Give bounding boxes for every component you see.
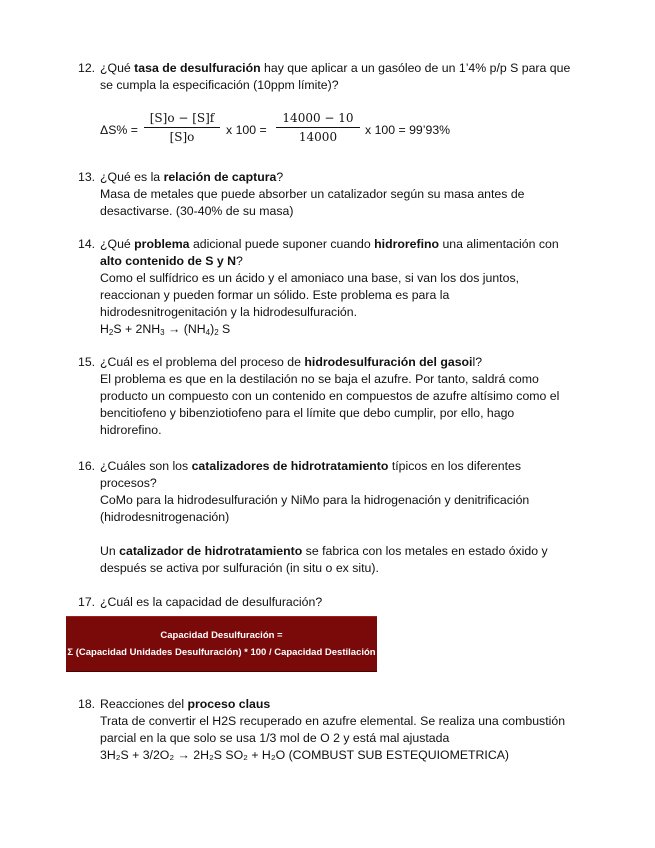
- answer-text: después se activa por sulfuración (in situ o ex situ).: [100, 561, 379, 575]
- question-keyword: proceso claus: [187, 697, 271, 711]
- answer-text: reaccionan y pueden formar un sólido. Este problema es para la: [100, 288, 450, 302]
- answer-text: hidrodesnitrogenitación y la hidrodesulfuración.: [100, 305, 358, 319]
- answer-text: CoMo para la hidrodesulfuración y NiMo para la hidrogenación y denitrificación: [100, 493, 530, 507]
- question-number: 15.: [78, 355, 96, 369]
- answer-text: Como el sulfídrico es un ácido y el amoniaco una base, si van los dos juntos,: [100, 271, 520, 285]
- question-12: [80, 60, 600, 94]
- question-16: [80, 458, 600, 577]
- question-text: una alimentación con: [439, 237, 559, 251]
- answer-text: hidrorefino.: [100, 423, 162, 437]
- question-text: ¿Qué: [100, 237, 135, 251]
- fraction-numerator: [S]o − [S]f: [149, 111, 215, 125]
- question-number: 13.: [78, 170, 96, 184]
- formula-lhs: ΔS% =: [100, 123, 138, 137]
- fraction-numerator: 14000 − 10: [282, 111, 354, 125]
- question-number: 17.: [78, 595, 96, 609]
- answer-text: (hidrodesnitrogenación): [100, 510, 230, 524]
- question-text: ¿Qué: [100, 61, 135, 75]
- question-number: 16.: [78, 459, 96, 473]
- answer-text: desactivarse. (30-40% de su masa): [100, 204, 294, 218]
- chemical-equation: 3H₂S + 3/2O₂ → 2H₂S SO₂ + H₂O (COMBUST SUB ESTEQUIOMETRICA): [100, 748, 510, 762]
- question-text: procesos?: [100, 476, 157, 490]
- answer-text: Masa de metales que puede absorber un catalizador según su masa antes de: [100, 187, 525, 201]
- question-18: [80, 696, 600, 764]
- fraction-denominator: [S]o: [169, 130, 195, 144]
- question-keyword: problema: [134, 237, 190, 251]
- question-17: [80, 594, 600, 611]
- question-keyword: catalizadores de hidrotratamiento: [191, 459, 389, 473]
- question-keyword: relación de captura: [163, 170, 277, 184]
- question-keyword: tasa de desulfuración: [134, 61, 261, 75]
- question-keyword: hidrodesulfuración del gasoi: [304, 355, 473, 369]
- question-text: ¿Cuál es la capacidad de desulfuración?: [100, 595, 323, 609]
- question-14: [80, 236, 600, 341]
- question-text: hay que aplicar a un gasóleo de un 1’4% p/p S para que: [260, 61, 571, 75]
- question-text: ¿Cuáles son los: [100, 459, 192, 473]
- question-text: ¿Qué es la: [100, 170, 164, 184]
- formula-fraction-2: [276, 110, 360, 145]
- banner-line-2: Σ (Capacidad Unidades Desulfuración) * 100 / Capacidad Destilación: [67, 647, 376, 658]
- formula-result: x 100 = 99’93%: [365, 123, 451, 137]
- question-text: Reacciones del: [100, 697, 188, 711]
- question-text: ?: [276, 170, 284, 184]
- answer-text: producto un compuesto con un contenido en compuestos de azufre altísimo como el: [100, 389, 560, 403]
- question-text: típicos en los diferentes: [388, 459, 522, 473]
- question-number: 18.: [78, 697, 96, 711]
- question-text: l?: [472, 355, 483, 369]
- question-keyword: hidrorefino: [374, 237, 440, 251]
- question-text: se cumpla la especificación (10ppm límite)?: [100, 78, 339, 92]
- answer-text: El problema es que en la destilación no se baja el azufre. Por tanto, saldrá como: [100, 372, 539, 386]
- question-text: adicional puede suponer cuando: [189, 237, 375, 251]
- answer-keyword: catalizador de hidrotratamiento: [119, 544, 303, 558]
- formula-times: x 100 =: [226, 123, 267, 137]
- question-text: ?: [235, 254, 243, 268]
- formula-fraction-1: [144, 110, 220, 145]
- question-13: [80, 169, 600, 220]
- chemical-equation: $H_2S + 2NH_3 \to (NH_4)_2$ S: [100, 322, 231, 337]
- capacity-formula-banner: [66, 616, 377, 672]
- question-text: ¿Cuál es el problema del proceso de: [100, 355, 305, 369]
- question-number: 12.: [78, 61, 96, 75]
- desulfuration-formula: [100, 110, 520, 154]
- answer-text: parcial en la que solo se usa 1/3 mol de O 2 y está mal ajustada: [100, 731, 450, 745]
- question-keyword: alto contenido de S y N: [100, 254, 236, 268]
- answer-text: Un: [100, 544, 120, 558]
- answer-text: Trata de convertir el H2S recuperado en azufre elemental. Se realiza una combustión: [100, 714, 566, 728]
- fraction-denominator: 14000: [298, 130, 338, 144]
- banner-line-1: Capacidad Desulfuración =: [160, 630, 283, 641]
- question-15: [80, 354, 600, 439]
- answer-text: bencitiofeno y bibenziotiofeno para el límite que debo cumplir, por ello, hago: [100, 406, 515, 420]
- question-number: 14.: [78, 237, 96, 251]
- answer-text: se fabrica con los metales en estado óxido y: [302, 544, 548, 558]
